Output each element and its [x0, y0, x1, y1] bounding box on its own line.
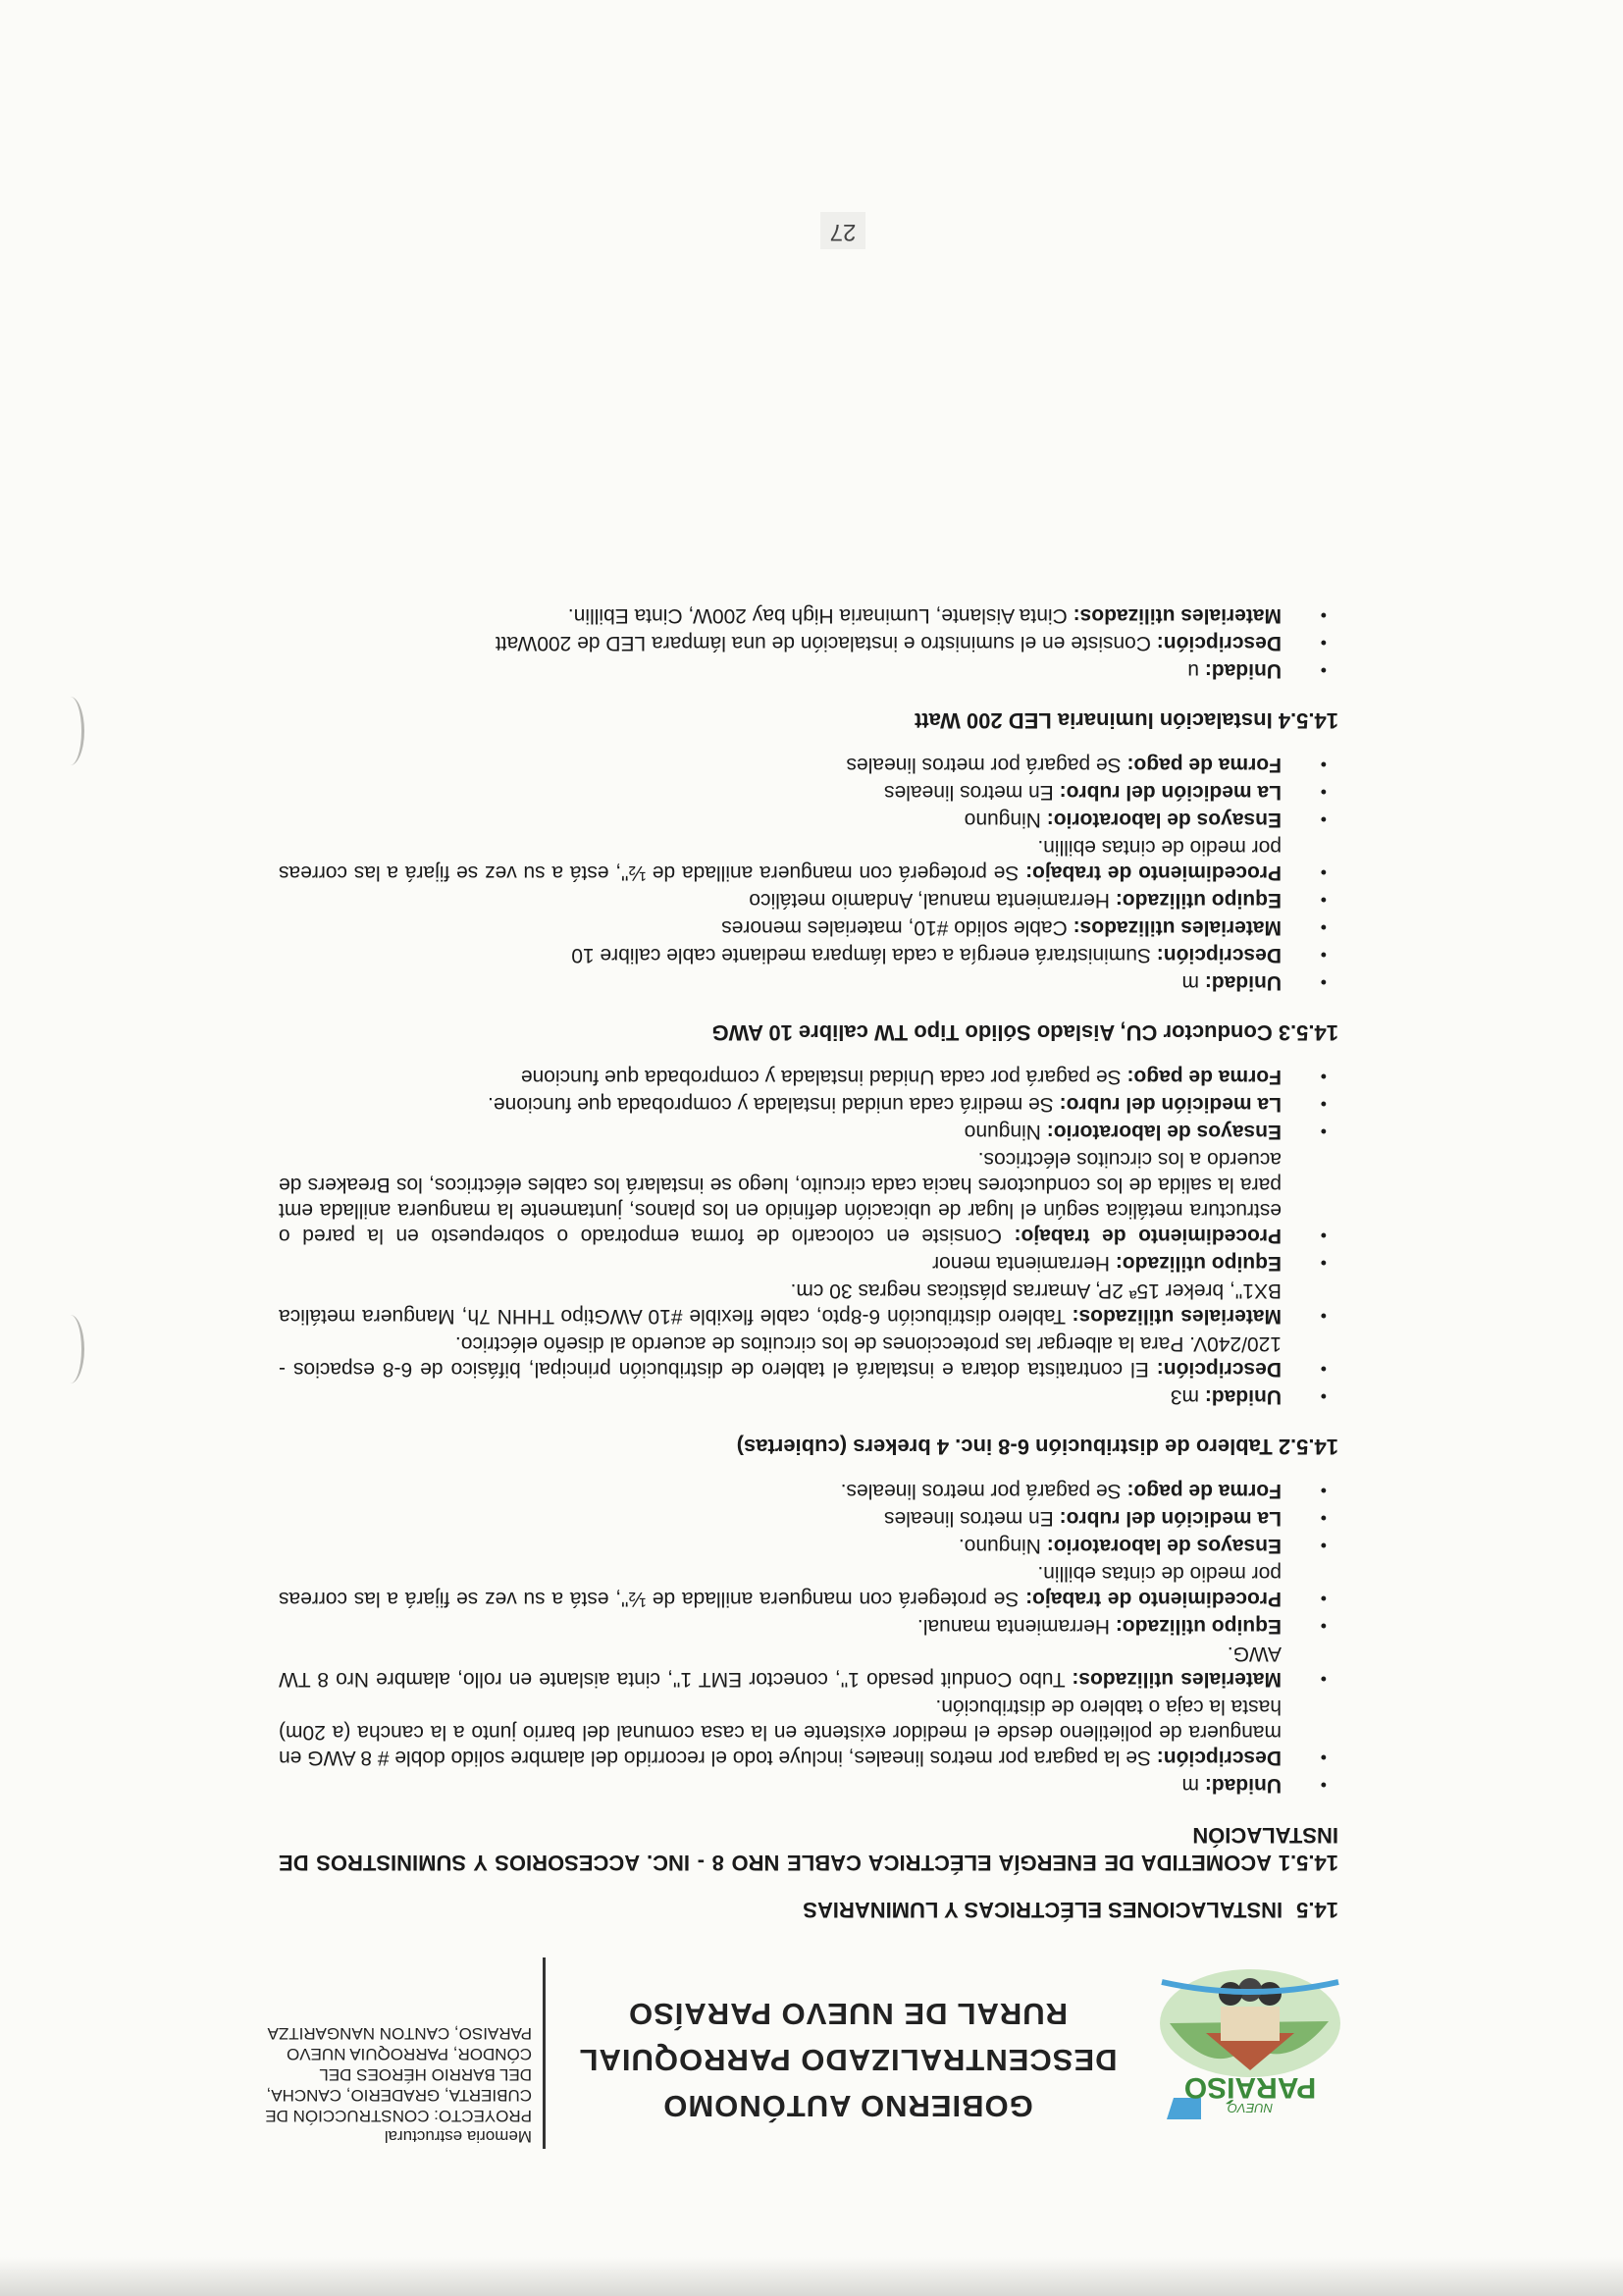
- item-label: Materiales utilizados:: [1073, 916, 1282, 939]
- section-number: 14.5: [1296, 1898, 1338, 1922]
- item-text: m: [1181, 971, 1205, 994]
- bullet-icon: •: [1320, 917, 1327, 937]
- item-text: Herramienta menor: [932, 1252, 1116, 1275]
- item-label: Descripción:: [1156, 632, 1282, 654]
- bullet-icon: •: [1320, 605, 1327, 625]
- bullet-icon: •: [1320, 1094, 1327, 1114]
- item-label: Unidad:: [1204, 971, 1282, 994]
- item-label: Equipo utilizado:: [1115, 1615, 1282, 1638]
- list-item: [279, 657, 1338, 683]
- item-label: Materiales utilizados:: [1072, 1668, 1282, 1691]
- item-text: u: [1187, 659, 1205, 682]
- memo-project: PROYECTO: CONSTRUCCIÓN DE CUBIERTA, GRADERIO, CANCHA, DEL BARRIO HÉROES DEL CÓNDOR, PARROQUIA NUEVO PARAISO, CANTON NANGARITZA: [265, 2024, 532, 2125]
- item-text: Se medirá cada unidad instalada y comprobada que funcione.: [488, 1093, 1060, 1116]
- logo-subtext: NUEVO: [1227, 2101, 1274, 2115]
- bullet-icon: •: [1320, 1386, 1327, 1406]
- subsection-heading: 14.5.1 ACOMETIDA DE ENERGÍA ELÉCTRICA CABLE NRO 8 - INC. ACCESORIOS Y SUMINISTROS DE INSTALACIÓN: [279, 1823, 1338, 1875]
- bullet-icon: •: [1320, 1122, 1327, 1141]
- item-label: La medición del rubro:: [1059, 1507, 1282, 1530]
- subsection-heading: 14.5.2 Tablero de distribución 6-8 inc. 4 brekers (cubiertas): [736, 1435, 1338, 1459]
- item-text: Ninguno: [964, 809, 1047, 831]
- bullet-icon: •: [1320, 1306, 1327, 1326]
- list-item: [279, 942, 1338, 967]
- page-header: [239, 1953, 1348, 2159]
- item-label: Procedimiento de trabajo:: [1014, 1225, 1282, 1247]
- list-item: [279, 834, 1338, 885]
- item-text: Tubo Conduit pesado 1", conector EMT 1", cinta aislante en rollo, alambre Nro 8 TW AWG.: [278, 1643, 1282, 1691]
- item-text: Tablero distribución 6-8pto, cable flexible #10 AWGtipo THHN 7h, Manguera metálica BX1", breker 15ª 2P, Amarras plásticas negras 30 cm.: [279, 1279, 1282, 1328]
- item-text: Ninguno: [964, 1121, 1047, 1143]
- item-label: La medición del rubro:: [1059, 1093, 1282, 1116]
- list-item: [279, 1560, 1338, 1611]
- list-item: [279, 1331, 1338, 1382]
- item-label: Materiales utilizados:: [1073, 604, 1282, 627]
- item-label: Descripción:: [1156, 1747, 1282, 1769]
- item-label: Descripción:: [1156, 1358, 1282, 1381]
- bullet-icon: •: [1320, 890, 1327, 910]
- item-text: Se pagará por metros lineales.: [840, 1480, 1127, 1502]
- bullet-icon: •: [1320, 1508, 1327, 1528]
- bullet-icon: •: [1320, 809, 1327, 829]
- item-text: Se protegerá con manguera anillada de ½", está a su vez se fijará a las correas por medio de cintas ebillin.: [279, 836, 1282, 884]
- item-text: Consiste en el suministro e instalación de una lámpara LED de 200Watt: [495, 632, 1157, 654]
- item-text: En metros lineales: [884, 781, 1060, 804]
- bullet-icon: •: [1320, 755, 1327, 774]
- logo-text: PARAÍSO: [1183, 2071, 1317, 2104]
- list-item: [279, 1250, 1338, 1276]
- header-divider: [543, 1957, 546, 2149]
- list-item: [279, 1278, 1338, 1329]
- parroquia-logo: [1152, 1967, 1348, 2139]
- item-label: Ensayos de laboratorio:: [1046, 1535, 1282, 1557]
- item-label: Descripción:: [1156, 944, 1282, 966]
- bullet-icon: •: [1320, 1616, 1327, 1636]
- page-number: 27: [829, 219, 857, 245]
- bullet-icon: •: [1320, 1359, 1327, 1379]
- bullet-icon: •: [1320, 972, 1327, 992]
- bullet-icon: •: [1320, 1669, 1327, 1689]
- list-item: [279, 1119, 1338, 1144]
- item-text: Ninguno.: [958, 1535, 1047, 1557]
- list-item: [279, 1146, 1338, 1248]
- list-item: [279, 1533, 1338, 1558]
- item-text: m: [1181, 1774, 1205, 1797]
- list-item: [279, 807, 1338, 832]
- item-text: Consiste en colocarlo de forma empotrado o sobrepuesto en la pared o estructura metálica según el lugar de ubicación definido en los planos, juntamente la manguera anillada emt para la salida de los conductores hacia cada circuito, luego se instalará los cables eléctricos, los Breakers de acuerdo a los circuitos eléctricos.: [279, 1148, 1282, 1247]
- item-label: Equipo utilizado:: [1115, 1252, 1282, 1275]
- item-text: Herramienta manual.: [916, 1615, 1116, 1638]
- document-body: [279, 600, 1338, 1923]
- list-item: [279, 1641, 1338, 1692]
- item-list: [279, 602, 1338, 683]
- item-text: Se pagará por metros lineales: [846, 754, 1127, 776]
- memo-label: Memoria estructural: [384, 2127, 532, 2146]
- subsection-heading: 14.5.4 Instalación luminaria LED 200 Watt: [915, 708, 1338, 733]
- bullet-icon: •: [1320, 862, 1327, 882]
- list-item: [279, 602, 1338, 628]
- punch-hole-mark: [56, 697, 84, 765]
- item-text: Cable solido #10, materiales menores: [721, 916, 1073, 939]
- bullet-icon: •: [1320, 660, 1327, 680]
- item-text: Se pagará por cada Unidad instalada y comprobada que funcione: [520, 1066, 1127, 1088]
- scan-edge-shadow: [0, 2257, 1623, 2296]
- item-text: m3: [1170, 1385, 1205, 1408]
- item-label: Materiales utilizados:: [1072, 1305, 1282, 1328]
- item-text: Se la pagara por metros lineales, incluye todo el recorrido del alambre solido doble # 8 AWG en manguera de polietileno desde el medidor existente en la casa comunal del barrio junto a la cancha (a 20m) hasta la caja o tablero de distribución.: [279, 1696, 1282, 1769]
- bullet-icon: •: [1320, 1481, 1327, 1500]
- item-label: La medición del rubro:: [1059, 781, 1282, 804]
- list-item: [279, 969, 1338, 995]
- section-title: INSTALACIONES ELÉCTRICAS Y LUMINARIAS: [803, 1898, 1283, 1922]
- item-label: Unidad:: [1204, 1774, 1282, 1797]
- bullet-icon: •: [1320, 1226, 1327, 1245]
- item-label: Procedimiento de trabajo:: [1025, 1588, 1282, 1610]
- item-label: Forma de pago:: [1126, 1066, 1282, 1088]
- subsection-heading: 14.5.3 Conductor CU, Aislado Sólido Tipo TW calibre 10 AWG: [711, 1020, 1338, 1045]
- list-item: [279, 1091, 1338, 1117]
- list-item: [279, 914, 1338, 940]
- bullet-icon: •: [1320, 1067, 1327, 1086]
- section-heading: [279, 1896, 1338, 1923]
- item-text: Herramienta manual, Andamio metálico: [749, 889, 1116, 912]
- item-list: [279, 752, 1338, 995]
- item-label: Equipo utilizado:: [1115, 889, 1282, 912]
- bullet-icon: •: [1320, 782, 1327, 802]
- bullet-icon: •: [1320, 1589, 1327, 1608]
- item-text: El contratista dotara e instalará el tablero de distribución principal, bifásico de 6-8 espacios - 120/240V. Para la albergar las protecciones de los circuitos de acuerdo al diseño eléctrico.: [279, 1332, 1282, 1381]
- bullet-icon: •: [1320, 633, 1327, 652]
- list-item: [279, 1478, 1338, 1503]
- item-label: Unidad:: [1204, 659, 1282, 682]
- item-label: Ensayos de laboratorio:: [1046, 809, 1282, 831]
- list-item: [279, 1694, 1338, 1770]
- bullet-icon: •: [1320, 945, 1327, 965]
- item-list: [279, 1064, 1338, 1409]
- bullet-icon: •: [1320, 1536, 1327, 1555]
- org-title: GOBIERNO AUTÓNOMO DESCENTRALIZADO PARROQUIAL RURAL DE NUEVO PARAÍSO: [578, 1997, 1118, 2123]
- item-text: En metros lineales: [884, 1507, 1060, 1530]
- list-item: [279, 752, 1338, 777]
- item-list: [279, 1478, 1338, 1798]
- punch-hole-mark: [56, 1315, 84, 1383]
- list-item: [279, 1383, 1338, 1409]
- item-text: Cinta Aislante, Luminaria High bay 200W, Cinta Ebillin.: [567, 604, 1073, 627]
- item-text: Se protegerá con manguera anillada de ½", está a su vez se fijará a las correas por medio de cintas ebillin.: [279, 1562, 1282, 1610]
- list-item: [279, 1064, 1338, 1089]
- list-item: [279, 1772, 1338, 1798]
- bullet-icon: •: [1320, 1748, 1327, 1767]
- item-label: Procedimiento de trabajo:: [1025, 861, 1282, 884]
- list-item: [279, 1505, 1338, 1531]
- list-item: [279, 630, 1338, 655]
- list-item: [279, 779, 1338, 805]
- memo-block: [237, 2023, 532, 2147]
- item-label: Forma de pago:: [1126, 754, 1282, 776]
- item-label: Forma de pago:: [1126, 1480, 1282, 1502]
- bullet-icon: •: [1320, 1253, 1327, 1273]
- item-label: Ensayos de laboratorio:: [1046, 1121, 1282, 1143]
- item-text: Suministrará energía a cada lámpara mediante cable calibre 10: [571, 944, 1157, 966]
- item-label: Unidad:: [1204, 1385, 1282, 1408]
- list-item: [279, 1613, 1338, 1639]
- bullet-icon: •: [1320, 1775, 1327, 1795]
- list-item: [279, 887, 1338, 913]
